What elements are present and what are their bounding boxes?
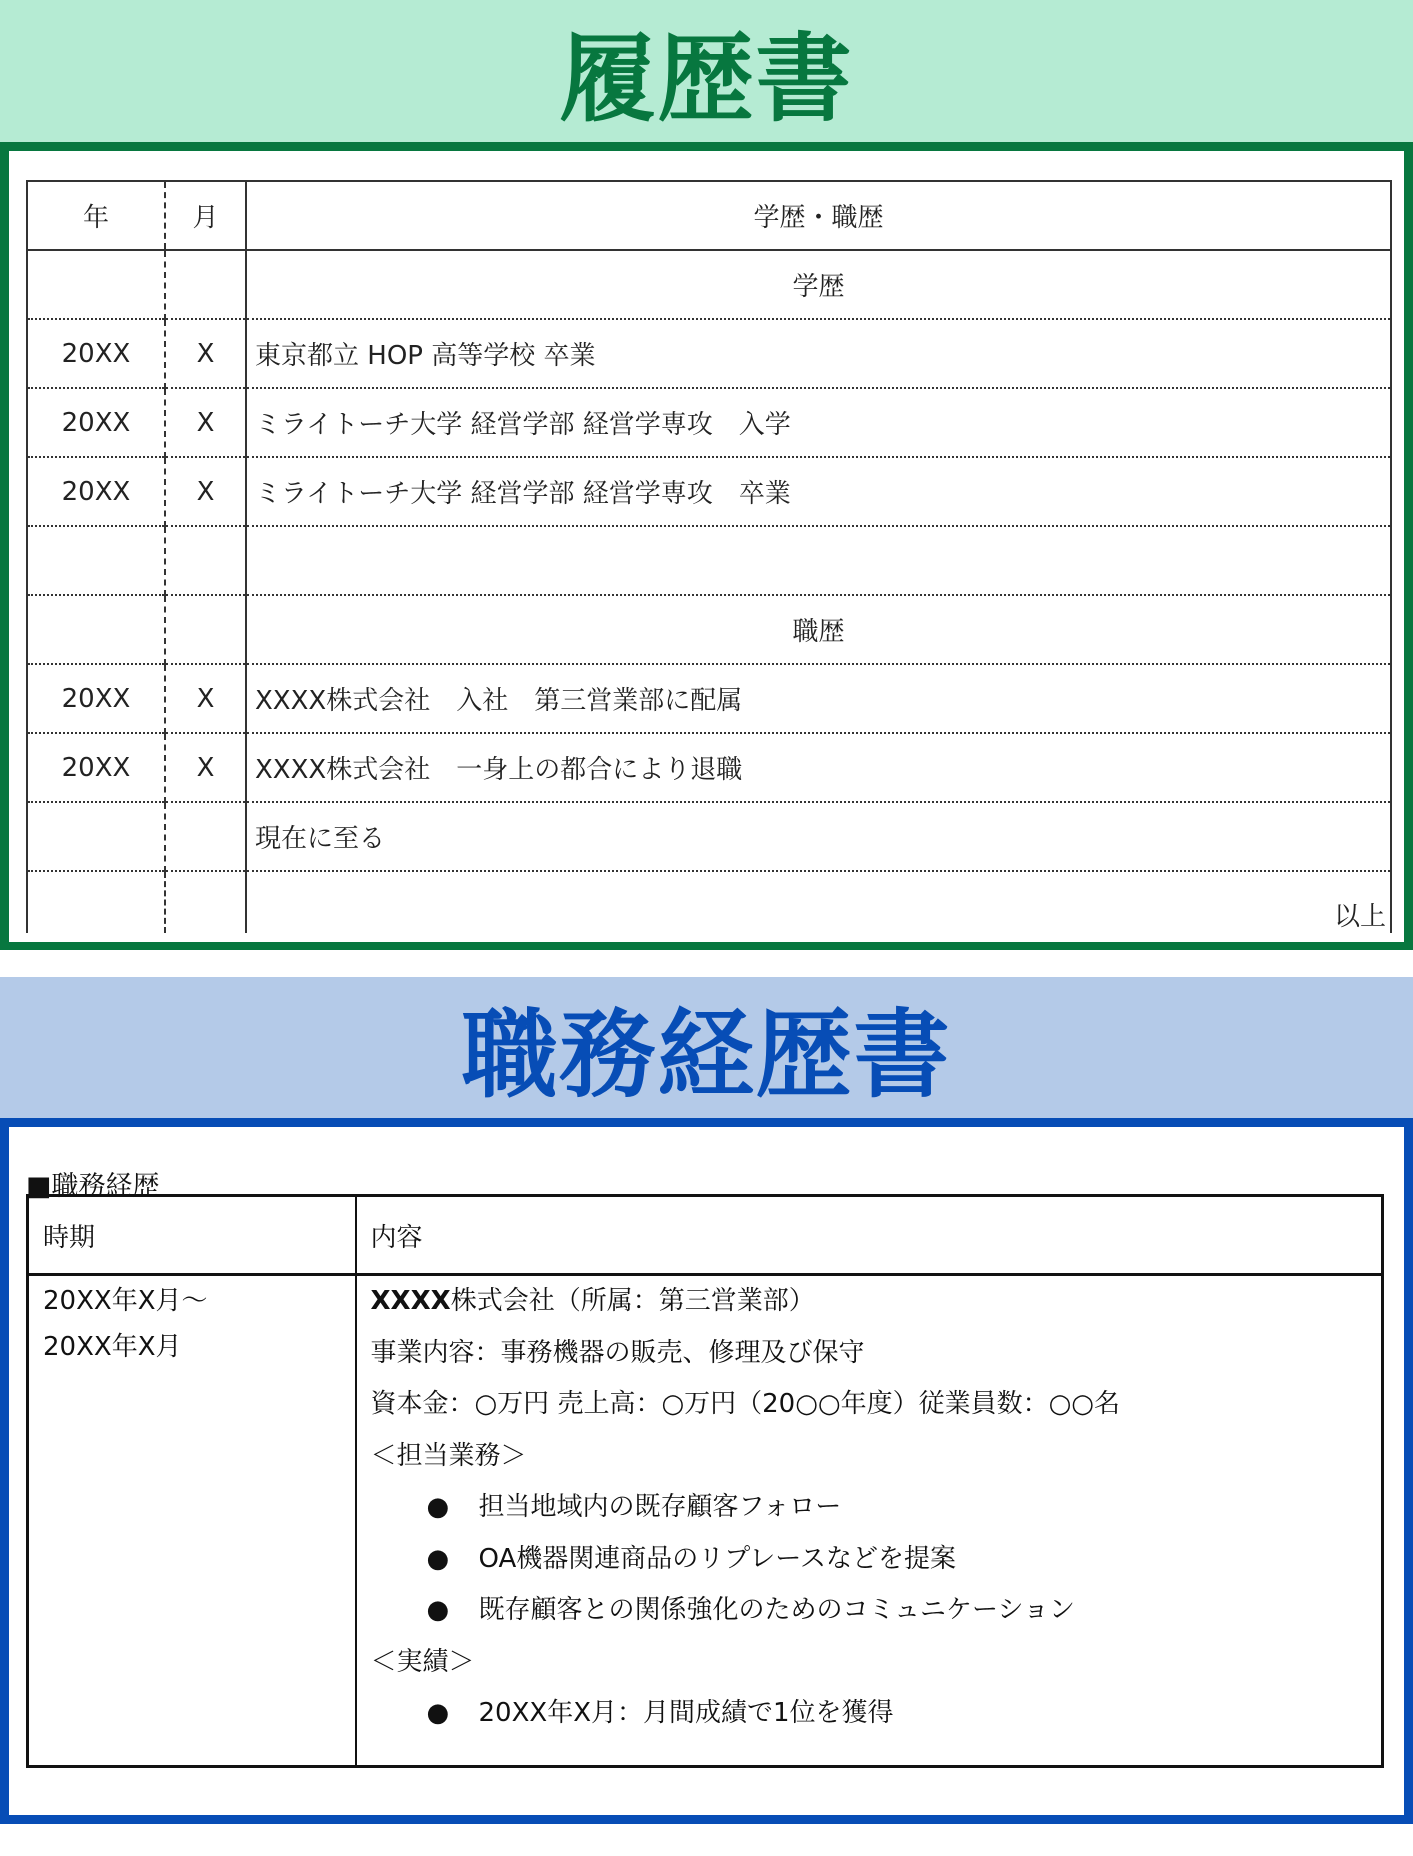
- header-history: 学歴・職歴: [246, 181, 1391, 250]
- cell-month: X: [165, 733, 246, 802]
- cell-month: [165, 802, 246, 871]
- duties-label: ＜担当業務＞: [370, 1440, 527, 1471]
- section-title: ■職務経歴: [26, 1171, 160, 1202]
- table-row: [27, 802, 1391, 871]
- cell-month: X: [165, 664, 246, 733]
- table-header-row: [28, 1196, 1383, 1275]
- company-name: XXXX: [370, 1286, 451, 1316]
- bullet-icon: ●: [426, 1492, 450, 1522]
- header-content: 内容: [356, 1196, 1383, 1275]
- duty-item: ● 担当地域内の既存顧客フォロー: [371, 1482, 1368, 1534]
- cell-text: 学歴: [246, 250, 1391, 319]
- cell-month: [165, 526, 246, 595]
- table-header-row: [27, 181, 1391, 250]
- business-line: 事業内容：事務機器の販売、修理及び保守: [370, 1337, 865, 1368]
- table-row: [28, 1275, 1383, 1767]
- table-row: [27, 526, 1391, 595]
- table-row: [27, 388, 1391, 457]
- resume-history-table: [26, 180, 1392, 933]
- cell-text: ミライトーチ大学 経営学部 経営学専攻 卒業: [246, 457, 1391, 526]
- duty-item: ● OA機器関連商品のリプレースなどを提案: [371, 1534, 1368, 1586]
- cell-month: [165, 250, 246, 319]
- company-detail: 株式会社（所属：第三営業部）: [450, 1286, 815, 1316]
- header-month: 月: [165, 181, 246, 250]
- cell-month: X: [165, 319, 246, 388]
- cell-month: X: [165, 457, 246, 526]
- table-row: [27, 871, 1391, 933]
- cell-text: 東京都立 HOP 高等学校 卒業: [246, 319, 1391, 388]
- cell-year: 20XX: [27, 319, 165, 388]
- cell-year: [27, 250, 165, 319]
- table-row: [27, 733, 1391, 802]
- duty-item: ● 既存顧客との関係強化のためのコミュニケーション: [371, 1585, 1368, 1637]
- cell-month: X: [165, 388, 246, 457]
- cell-text: XXXX株式会社 入社 第三営業部に配属: [246, 664, 1391, 733]
- cell-text: ミライトーチ大学 経営学部 経営学専攻 入学: [246, 388, 1391, 457]
- table-row: [27, 319, 1391, 388]
- career-table: [26, 1194, 1384, 1768]
- cell-year: [27, 871, 165, 933]
- bullet-icon: ●: [426, 1698, 450, 1728]
- header-year: 年: [27, 181, 165, 250]
- cell-year: 20XX: [27, 457, 165, 526]
- cell-year: [27, 802, 165, 871]
- cell-year: [27, 595, 165, 664]
- cell-month: [165, 595, 246, 664]
- cell-text: 現在に至る: [246, 802, 1391, 871]
- company-line: [371, 1276, 1368, 1328]
- achievements-label: ＜実績＞: [370, 1646, 475, 1677]
- period-end: 20XX年X月: [43, 1331, 182, 1362]
- cell-text: [246, 526, 1391, 595]
- career-panel: [0, 1118, 1413, 1824]
- header-period: 時期: [28, 1196, 356, 1275]
- bullet-icon: ●: [426, 1595, 450, 1625]
- table-row: [27, 664, 1391, 733]
- achievement-item: ● 20XX年X月：月間成績で1位を獲得: [371, 1688, 1368, 1740]
- cell-month: [165, 871, 246, 933]
- cell-year: [27, 526, 165, 595]
- capital-line: 資本金：○万円 売上高：○万円（20○○年度）従業員数：○○名: [370, 1389, 1120, 1419]
- cell-year: 20XX: [27, 664, 165, 733]
- cell-text: XXXX株式会社 一身上の都合により退職: [246, 733, 1391, 802]
- table-row: [27, 595, 1391, 664]
- table-row: [27, 250, 1391, 319]
- cell-text: 以上: [246, 871, 1391, 933]
- cell-year: 20XX: [27, 388, 165, 457]
- resume-panel: [0, 142, 1413, 950]
- bullet-icon: ●: [426, 1543, 450, 1574]
- career-title: 職務経歴書: [0, 977, 1413, 1118]
- period-cell: [28, 1275, 356, 1767]
- cell-text: 職歴: [246, 595, 1391, 664]
- cell-year: 20XX: [27, 733, 165, 802]
- table-row: [27, 457, 1391, 526]
- period-start: 20XX年X月～: [43, 1286, 208, 1316]
- resume-title: 履歴書: [0, 0, 1413, 142]
- content-cell: [356, 1275, 1383, 1767]
